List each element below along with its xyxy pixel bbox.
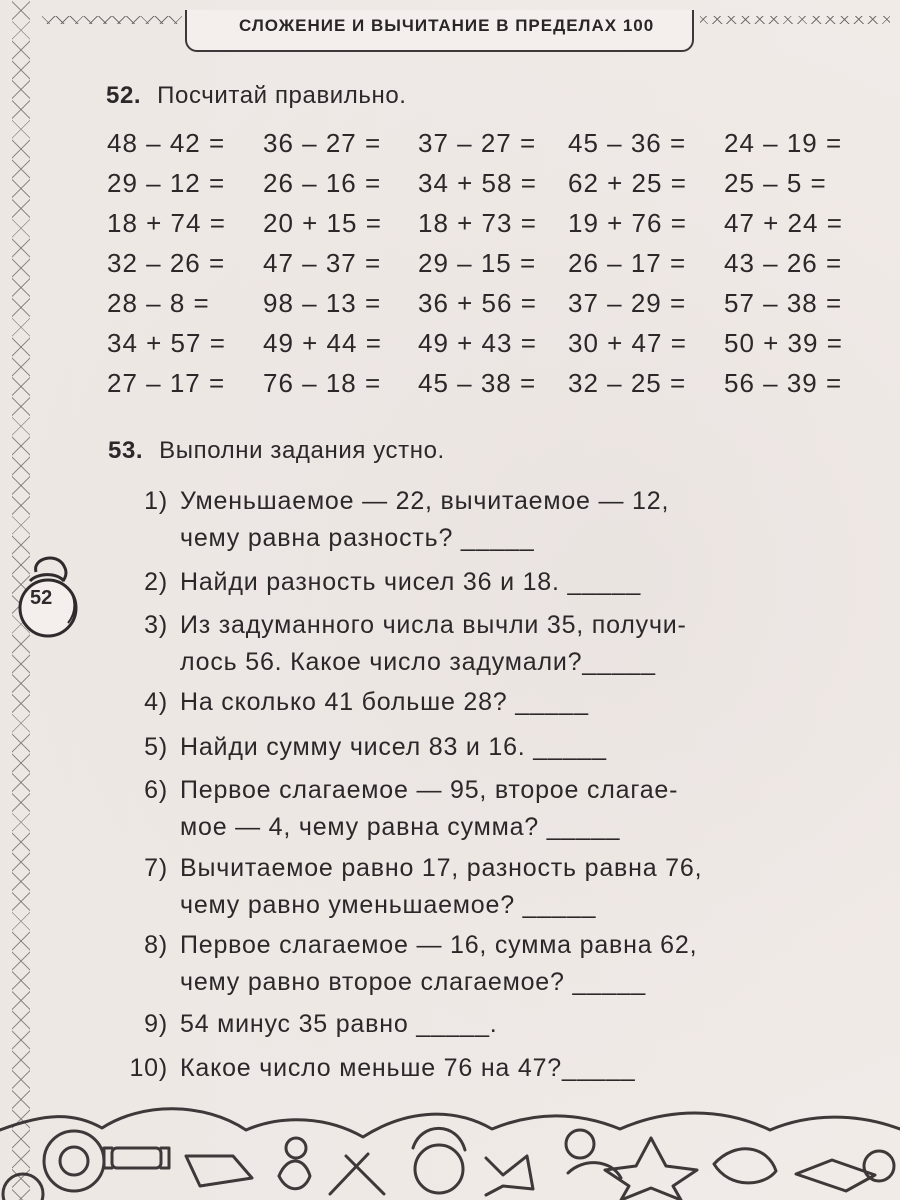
equation-r2-c4: 62 + 25 = xyxy=(568,168,687,198)
equation-r1-c2: 36 – 27 = xyxy=(263,128,382,158)
oral-task-5-number: 5) xyxy=(144,733,168,761)
task-52-title: Посчитай правильно. xyxy=(157,82,407,109)
equation-r3-c2: 20 + 15 = xyxy=(263,208,382,238)
oral-task-10-text: Какое число меньше 76 на 47?_____ xyxy=(180,1054,636,1082)
page-number-badge xyxy=(8,550,94,638)
equation-r6-c4: 30 + 47 = xyxy=(568,328,687,358)
equation-r2-c1: 29 – 12 = xyxy=(107,168,226,198)
oral-task-10-number: 10) xyxy=(129,1054,168,1082)
equation-r5-c3: 36 + 56 = xyxy=(418,288,537,318)
equation-r7-c1: 27 – 17 = xyxy=(107,368,226,398)
oral-task-3 xyxy=(118,607,687,681)
equation-r4-c3: 29 – 15 = xyxy=(418,248,537,278)
oral-task-8 xyxy=(118,927,697,1001)
oral-task-1-number: 1) xyxy=(144,487,168,515)
oral-task-2-text: Найди разность чисел 36 и 18. _____ xyxy=(180,568,642,596)
equation-r4-c4: 26 – 17 = xyxy=(568,248,687,278)
equation-r2-c2: 26 – 16 = xyxy=(263,168,382,198)
equation-r5-c4: 37 – 29 = xyxy=(568,288,687,318)
oral-task-7-number: 7) xyxy=(144,854,168,882)
oral-task-6 xyxy=(118,772,678,846)
oral-task-9-number: 9) xyxy=(144,1010,168,1038)
equation-r1-c4: 45 – 36 = xyxy=(568,128,687,158)
equation-r7-c3: 45 – 38 = xyxy=(418,368,537,398)
oral-task-7 xyxy=(118,850,702,924)
task-52-number: 52. xyxy=(106,82,142,109)
equation-r1-c3: 37 – 27 = xyxy=(418,128,537,158)
equation-r4-c2: 47 – 37 = xyxy=(263,248,382,278)
equation-r1-c5: 24 – 19 = xyxy=(724,128,843,158)
equation-r7-c4: 32 – 25 = xyxy=(568,368,687,398)
oral-task-4-text: На сколько 41 больше 28? _____ xyxy=(180,688,589,716)
oral-task-8-number: 8) xyxy=(144,931,168,959)
equation-r3-c5: 47 + 24 = xyxy=(724,208,843,238)
oral-task-4 xyxy=(118,684,589,721)
equation-r2-c3: 34 + 58 = xyxy=(418,168,537,198)
oral-task-5-text: Найди сумму чисел 83 и 16. _____ xyxy=(180,733,607,761)
oral-task-8-text: Первое слагаемое — 16, сумма равна 62, чему равно второе слагаемое? _____ xyxy=(180,931,698,996)
equation-r6-c1: 34 + 57 = xyxy=(107,328,226,358)
header-right-ornament xyxy=(700,16,890,24)
equation-r3-c1: 18 + 74 = xyxy=(107,208,226,238)
page-number: 52 xyxy=(30,587,53,609)
equation-r5-c5: 57 – 38 = xyxy=(724,288,843,318)
equation-r3-c4: 19 + 76 = xyxy=(568,208,687,238)
equation-r7-c5: 56 – 39 = xyxy=(724,368,843,398)
section-header xyxy=(185,10,694,52)
oral-task-4-number: 4) xyxy=(144,688,168,716)
oral-task-2 xyxy=(118,564,641,601)
oral-task-1-text: Уменьшаемое — 22, вычитаемое — 12, чему равна разность? _____ xyxy=(180,487,670,552)
task-53-number: 53. xyxy=(108,437,144,464)
oral-task-6-number: 6) xyxy=(144,776,168,804)
oral-task-9-text: 54 минус 35 равно _____. xyxy=(180,1010,498,1038)
oral-task-3-number: 3) xyxy=(144,611,168,639)
equation-r7-c2: 76 – 18 = xyxy=(263,368,382,398)
equation-r4-c5: 43 – 26 = xyxy=(724,248,843,278)
oral-task-6-text: Первое слагаемое — 95, второе слагае- мое — 4, чему равна сумма? _____ xyxy=(180,776,679,841)
equation-r4-c1: 32 – 26 = xyxy=(107,248,226,278)
oral-task-2-number: 2) xyxy=(144,568,168,596)
equation-r6-c3: 49 + 43 = xyxy=(418,328,537,358)
task-53-heading xyxy=(108,437,445,465)
section-title: СЛОЖЕНИЕ И ВЫЧИТАНИЕ В ПРЕДЕЛАХ 100 xyxy=(239,16,655,35)
oral-task-9 xyxy=(118,1006,498,1043)
header-left-ornament xyxy=(42,16,182,24)
equation-r2-c5: 25 – 5 = xyxy=(724,168,827,198)
oral-task-1 xyxy=(118,483,669,557)
oral-task-5 xyxy=(118,729,607,766)
oral-task-3-text: Из задуманного числа вычли 35, получи- лось 56. Какое число задумали?_____ xyxy=(180,611,687,676)
sports-equipment-border xyxy=(0,1082,900,1200)
equation-r1-c1: 48 – 42 = xyxy=(107,128,226,158)
equation-r5-c2: 98 – 13 = xyxy=(263,288,382,318)
equation-r3-c3: 18 + 73 = xyxy=(418,208,537,238)
equation-r6-c2: 49 + 44 = xyxy=(263,328,382,358)
task-52-heading xyxy=(106,82,407,110)
task-53-title: Выполни задания устно. xyxy=(159,437,445,464)
equation-r6-c5: 50 + 39 = xyxy=(724,328,843,358)
equation-r5-c1: 28 – 8 = xyxy=(107,288,210,318)
oral-task-7-text: Вычитаемое равно 17, разность равна 76, чему равно уменьшаемое? _____ xyxy=(180,854,703,919)
